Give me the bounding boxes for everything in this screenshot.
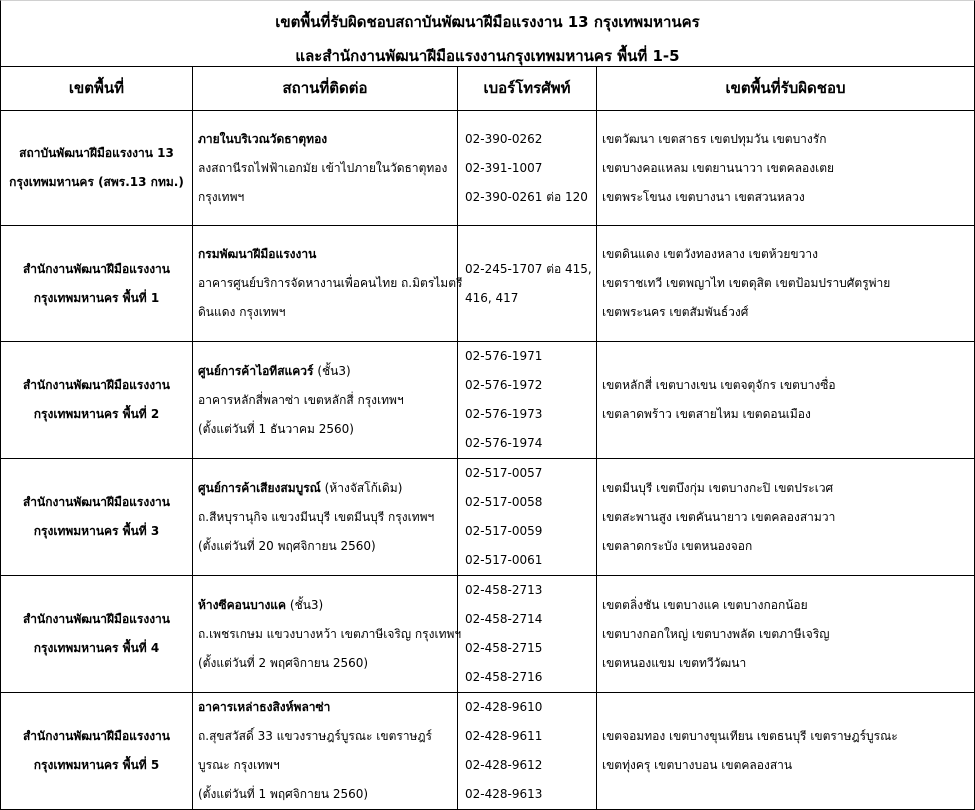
address-line: อาคารหลักสี่พลาซ่า เขตหลักสี่ กรุงเทพฯ — [198, 392, 404, 407]
title-line-2: และสำนักงานพัฒนาฝีมือแรงงานกรุงเทพมหานคร พื้นที่ 1-5 — [295, 47, 680, 65]
phone-number: 02-576-1971 — [465, 349, 543, 363]
district-line: เขตพระโขนง เขตบางนา เขตสวนหลวง — [602, 189, 805, 204]
phone-number: 02-390-0262 — [465, 131, 543, 146]
header-contact-place: สถานที่ติดต่อ — [193, 67, 458, 111]
place-name: ศูนย์การค้าเสียงสมบูรณ์ — [198, 480, 321, 495]
table-row — [1, 342, 975, 459]
place-name-line — [198, 125, 457, 154]
phone-number: 02-391-1007 — [465, 160, 543, 175]
area-line: สำนักงานพัฒนาฝีมือแรงงาน — [22, 261, 170, 276]
district-line: เขตจอมทอง เขตบางขุนเทียน เขตธนบุรี เขตราษฎร์บูรณะ — [602, 729, 898, 743]
districts-cell — [597, 111, 975, 226]
place-name-line — [198, 240, 457, 269]
phone-number: 02-428-9611 — [465, 729, 543, 743]
district-line: เขตวัฒนา เขตสาธร เขตปทุมวัน เขตบางรัก — [602, 131, 827, 146]
district-line: เขตดินแดง เขตวังทองหลาง เขตห้วยขวาง — [602, 247, 818, 261]
contact-place-cell — [193, 226, 463, 342]
place-name-line — [198, 474, 457, 503]
phone-number: 02-517-0057 — [465, 466, 543, 480]
address-line: ถ.สีหบุรานุกิจ แขวงมีนบุรี เขตมีนบุรี กรุงเทพฯ — [198, 509, 435, 524]
phone-number: 02-458-2716 — [465, 670, 543, 684]
phone-number: 02-517-0058 — [465, 495, 543, 509]
districts-cell — [597, 576, 975, 693]
place-name: ห้างซีคอนบางแค — [198, 597, 287, 612]
table-row — [1, 226, 975, 342]
place-name-line — [198, 591, 457, 620]
address-line: (ตั้งแต่วันที่ 2 พฤศจิกายน 2560) — [198, 655, 369, 670]
place-name: ศูนย์การค้าไอทีสแควร์ — [198, 363, 314, 378]
contact-place-cell — [193, 111, 458, 226]
area-cell — [1, 111, 193, 226]
area-line: กรุงเทพมหานคร (สพร.13 กทม.) — [9, 175, 184, 189]
area-cell — [1, 459, 193, 576]
area-line: สำนักงานพัฒนาฝีมือแรงงาน — [22, 612, 170, 626]
phone-number: 02-458-2715 — [465, 641, 543, 655]
district-line: เขตราชเทวี เขตพญาไท เขตดุสิต เขตป้อมปราบศัตรูพ่าย — [602, 276, 891, 290]
header-row — [1, 67, 975, 111]
address-line: (ตั้งแต่วันที่ 1 ธันวาคม 2560) — [198, 421, 354, 436]
place-name-extra: (ชั้น3) — [313, 363, 351, 378]
district-line: เขตลาดพร้าว เขตสายไหม เขตดอนเมือง — [602, 407, 811, 421]
address-line: ถ.สุขสวัสดิ์ 33 แขวงราษฎร์บูรณะ เขตราษฎร์ — [198, 729, 432, 743]
district-line: เขตหลักสี่ เขตบางเขน เขตจตุจักร เขตบางซื่อ — [602, 378, 836, 392]
address-line: ลงสถานีรถไฟฟ้าเอกมัย เข้าไปภายในวัดธาตุทอง — [198, 160, 448, 175]
area-line: กรุงเทพมหานคร พื้นที่ 2 — [33, 407, 160, 421]
phone-cell — [458, 342, 597, 459]
phone-number: 02-245-1707 ต่อ 415, — [465, 261, 592, 276]
area-cell — [1, 226, 193, 342]
contact-place-cell — [193, 459, 458, 576]
area-cell — [1, 693, 193, 810]
phone-number: 02-428-9612 — [465, 758, 543, 772]
phone-number: 02-517-0061 — [465, 553, 543, 567]
phone-cell — [458, 693, 597, 810]
phone-number: 02-428-9610 — [465, 700, 543, 714]
phone-cell — [458, 576, 597, 693]
phone-number: 02-428-9613 — [465, 787, 543, 801]
district-line: เขตลาดกระบัง เขตหนองจอก — [602, 538, 753, 553]
area-line: สำนักงานพัฒนาฝีมือแรงงาน — [22, 495, 170, 509]
address-line: (ตั้งแต่วันที่ 20 พฤศจิกายน 2560) — [198, 538, 376, 553]
area-cell — [1, 342, 193, 459]
table-row — [1, 576, 975, 693]
districts-cell — [597, 342, 975, 459]
place-name-extra: (ห้างจัสโก้เดิม) — [320, 480, 403, 495]
phone-number: 02-576-1973 — [465, 407, 543, 421]
table-row — [1, 693, 975, 810]
place-name-line — [198, 693, 457, 722]
area-line: กรุงเทพมหานคร พื้นที่ 5 — [33, 758, 160, 772]
area-line: สถาบันพัฒนาฝีมือแรงงาน 13 — [19, 146, 174, 160]
table-row — [1, 111, 975, 226]
place-name-extra: (ชั้น3) — [286, 597, 324, 612]
districts-cell — [597, 693, 975, 810]
phone-number: 416, 417 — [465, 290, 519, 305]
district-line: เขตพระนคร เขตสัมพันธ์วงศ์ — [602, 305, 749, 319]
phone-cell — [458, 459, 597, 576]
phone-number: 02-458-2714 — [465, 612, 543, 626]
address-line: ถ.เพชรเกษม แขวงบางหว้า เขตภาษีเจริญ กรุงเทพฯ — [198, 626, 462, 641]
address-line: อาคารศูนย์บริการจัดหางานเพื่อคนไทย ถ.มิตรไมตรี — [198, 276, 463, 290]
phone-number: 02-390-0261 ต่อ 120 — [465, 189, 588, 204]
table-row — [1, 459, 975, 576]
district-line: เขตมีนบุรี เขตบึงกุ่ม เขตบางกะปิ เขตประเวศ — [602, 480, 834, 495]
phone-number: 02-517-0059 — [465, 524, 543, 538]
district-line: เขตหนองแขม เขตทวีวัฒนา — [602, 655, 747, 670]
area-cell — [1, 576, 193, 693]
district-line: เขตตลิ่งชัน เขตบางแค เขตบางกอกน้อย — [602, 597, 808, 612]
place-name-line — [198, 357, 457, 386]
place-name: อาคารเหล่าธงสิงห์พลาซ่า — [198, 700, 331, 714]
address-line: บูรณะ กรุงเทพฯ — [198, 758, 280, 772]
area-line: สำนักงานพัฒนาฝีมือแรงงาน — [22, 378, 170, 392]
district-line: เขตบางคอแหลม เขตยานนาวา เขตคลองเตย — [602, 160, 835, 175]
area-line: สำนักงานพัฒนาฝีมือแรงงาน — [22, 729, 170, 743]
phone-number: 02-576-1974 — [465, 436, 543, 450]
phone-number: 02-576-1972 — [465, 378, 543, 392]
area-line: กรุงเทพมหานคร พื้นที่ 3 — [33, 524, 160, 538]
address-line: (ตั้งแต่วันที่ 1 พฤศจิกายน 2560) — [198, 787, 369, 801]
contact-place-cell — [193, 693, 458, 810]
title-line-1: เขตพื้นที่รับผิดชอบสถาบันพัฒนาฝีมือแรงงาน 13 กรุงเทพมหานคร — [275, 13, 700, 31]
phone-cell — [458, 111, 597, 226]
contact-place-cell — [193, 342, 458, 459]
district-line: เขตทุ่งครุ เขตบางบอน เขตคลองสาน — [602, 758, 793, 772]
header-responsible-districts: เขตพื้นที่รับผิดชอบ — [597, 67, 975, 111]
districts-cell — [597, 459, 975, 576]
area-line: กรุงเทพมหานคร พื้นที่ 4 — [33, 641, 160, 655]
header-area: เขตพื้นที่ — [1, 67, 193, 111]
address-line: กรุงเทพฯ — [198, 189, 245, 204]
area-line: กรุงเทพมหานคร พื้นที่ 1 — [33, 290, 160, 305]
districts-cell — [597, 226, 975, 342]
phone-number: 02-458-2713 — [465, 583, 543, 597]
address-line: ดินแดง กรุงเทพฯ — [198, 305, 286, 319]
district-line: เขตบางกอกใหญ่ เขตบางพลัด เขตภาษีเจริญ — [602, 626, 830, 641]
district-line: เขตสะพานสูง เขตคันนายาว เขตคลองสามวา — [602, 509, 836, 524]
phone-cell — [458, 226, 597, 342]
header-phone: เบอร์โทรศัพท์ — [458, 67, 597, 111]
contact-place-cell — [193, 576, 462, 693]
place-name: ภายในบริเวณวัดธาตุทอง — [198, 131, 328, 146]
responsibility-table — [0, 66, 975, 810]
place-name: กรมพัฒนาฝีมือแรงงาน — [198, 247, 317, 261]
